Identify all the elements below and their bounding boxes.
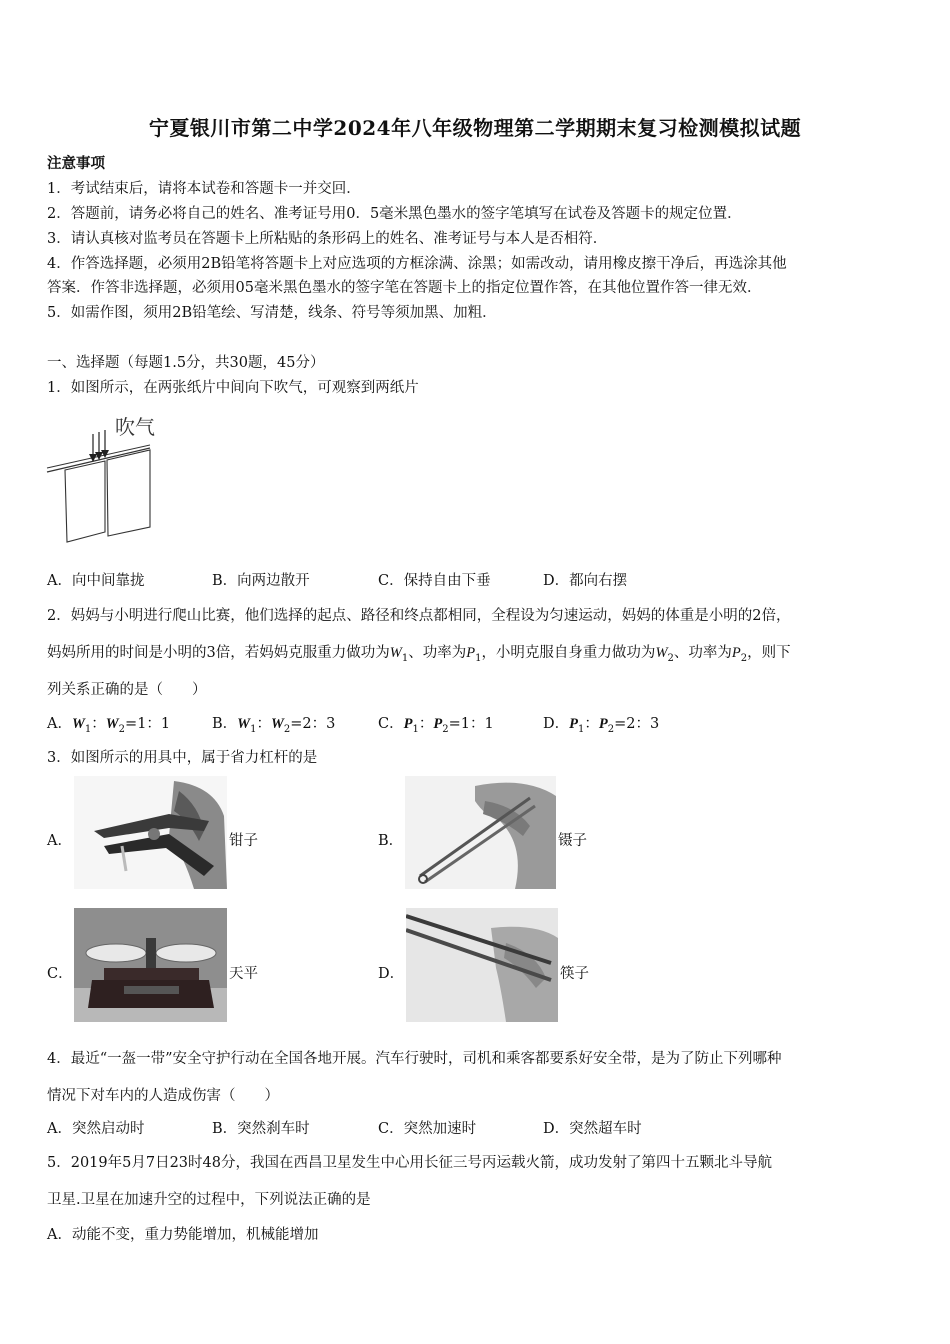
q2-option-a: A．$W_1$：$W_2=1$：1 — [47, 716, 171, 735]
q3-option-a-letter: A． — [47, 833, 72, 849]
q4-line1: 4．最近“一盔一带”安全守护行动在全国各地开展。汽车行驶时，司机和乘客都要系好安全带，是为了防止下列哪种 — [47, 1051, 782, 1067]
q2-option-d: D．$P_1$：$P_2=2$：3 — [543, 716, 660, 735]
notice-item: 答案．作答非选择题，必须用05毫米黑色墨水的签字笔在答题卡上的指定位置作答，在其他位置作答一律无效． — [47, 280, 762, 296]
balance-image — [74, 908, 227, 1022]
q1-option-a: A．向中间靠拢 — [47, 573, 145, 589]
q3-option-b-letter: B． — [378, 833, 404, 849]
q2-line1: 2．妈妈与小明进行爬山比赛，他们选择的起点、路径和终点都相同，全程设为匀速运动，妈妈的体重是小明的2倍， — [47, 608, 791, 624]
q3-option-a-label: 钳子 — [229, 833, 258, 849]
notice-heading: 注意事项 — [47, 155, 105, 172]
q5-line1: 5．2019年5月7日23时48分，我国在西昌卫星发生中心用长征三号丙运载火箭，成功发射了第四十五颗北斗导航 — [47, 1155, 772, 1171]
q1-option-b: B．向两边散开 — [212, 573, 310, 589]
q5-line2: 卫星.卫星在加速升空的过程中，下列说法正确的是 — [47, 1192, 371, 1208]
q1-figure — [45, 412, 175, 544]
q2-option-b: B．$W_1$：$W_2=2$：3 — [212, 716, 336, 735]
section-heading: 一、选择题（每题1.5分，共30题，45分） — [47, 355, 325, 371]
q2-line3: 列关系正确的是（ ） — [47, 682, 207, 698]
chopsticks-image — [406, 908, 558, 1022]
page-title: 宁夏银川市第二中学2024年八年级物理第二学期期末复习检测模拟试题 — [148, 116, 802, 140]
q2-option-c: C．$P_1$：$P_2=1$：1 — [378, 716, 494, 735]
tweezers-image — [405, 776, 556, 889]
q4-option-c: C．突然加速时 — [378, 1121, 477, 1137]
notice-item: 1．考试结束后，请将本试卷和答题卡一并交回． — [47, 181, 361, 197]
q1-option-d: D．都向右摆 — [543, 573, 628, 589]
q4-option-a: A．突然启动时 — [47, 1121, 145, 1137]
q2-line2: 妈妈所用的时间是小明的3倍，若妈妈克服重力做功为$W_1$、功率为$P_1$，小明克服自身重力做功为$W_2$、功率为$P_2$，则下 — [47, 645, 791, 664]
notice-item: 2．答题前，请务必将自己的姓名、准考证号用0．5毫米黑色墨水的签字笔填写在试卷及答题卡的规定位置． — [47, 206, 742, 222]
q3-option-b-label: 镊子 — [558, 833, 587, 849]
notice-item: 3．请认真核对监考员在答题卡上所粘贴的条形码上的姓名、准考证号与本人是否相符． — [47, 231, 608, 247]
q3-stem: 3．如图所示的用具中，属于省力杠杆的是 — [47, 750, 318, 766]
q5-option-a: A．动能不变，重力势能增加，机械能增加 — [47, 1227, 319, 1243]
q1-option-c: C．保持自由下垂 — [378, 573, 491, 589]
notice-item: 4．作答选择题，必须用2B铅笔将答题卡上对应选项的方框涂满、涂黑；如需改动，请用橡皮擦干净后，再选涂其他 — [47, 256, 787, 272]
q1-figure-label: 吹气 — [115, 415, 155, 439]
q4-option-d: D．突然超车时 — [543, 1121, 642, 1137]
q1-stem: 1．如图所示，在两张纸片中间向下吹气，可观察到两纸片 — [47, 380, 419, 396]
pliers-image — [74, 776, 227, 889]
q3-option-d-label: 筷子 — [560, 966, 589, 982]
q3-option-d-letter: D． — [378, 966, 405, 982]
q3-option-c-label: 天平 — [229, 966, 258, 982]
q4-line2: 情况下对车内的人造成伤害（ ） — [47, 1088, 279, 1104]
notice-item: 5．如需作图，须用2B铅笔绘、写清楚，线条、符号等须加黑、加粗． — [47, 305, 497, 321]
q4-option-b: B．突然刹车时 — [212, 1121, 310, 1137]
q3-option-c-letter: C． — [47, 966, 73, 982]
